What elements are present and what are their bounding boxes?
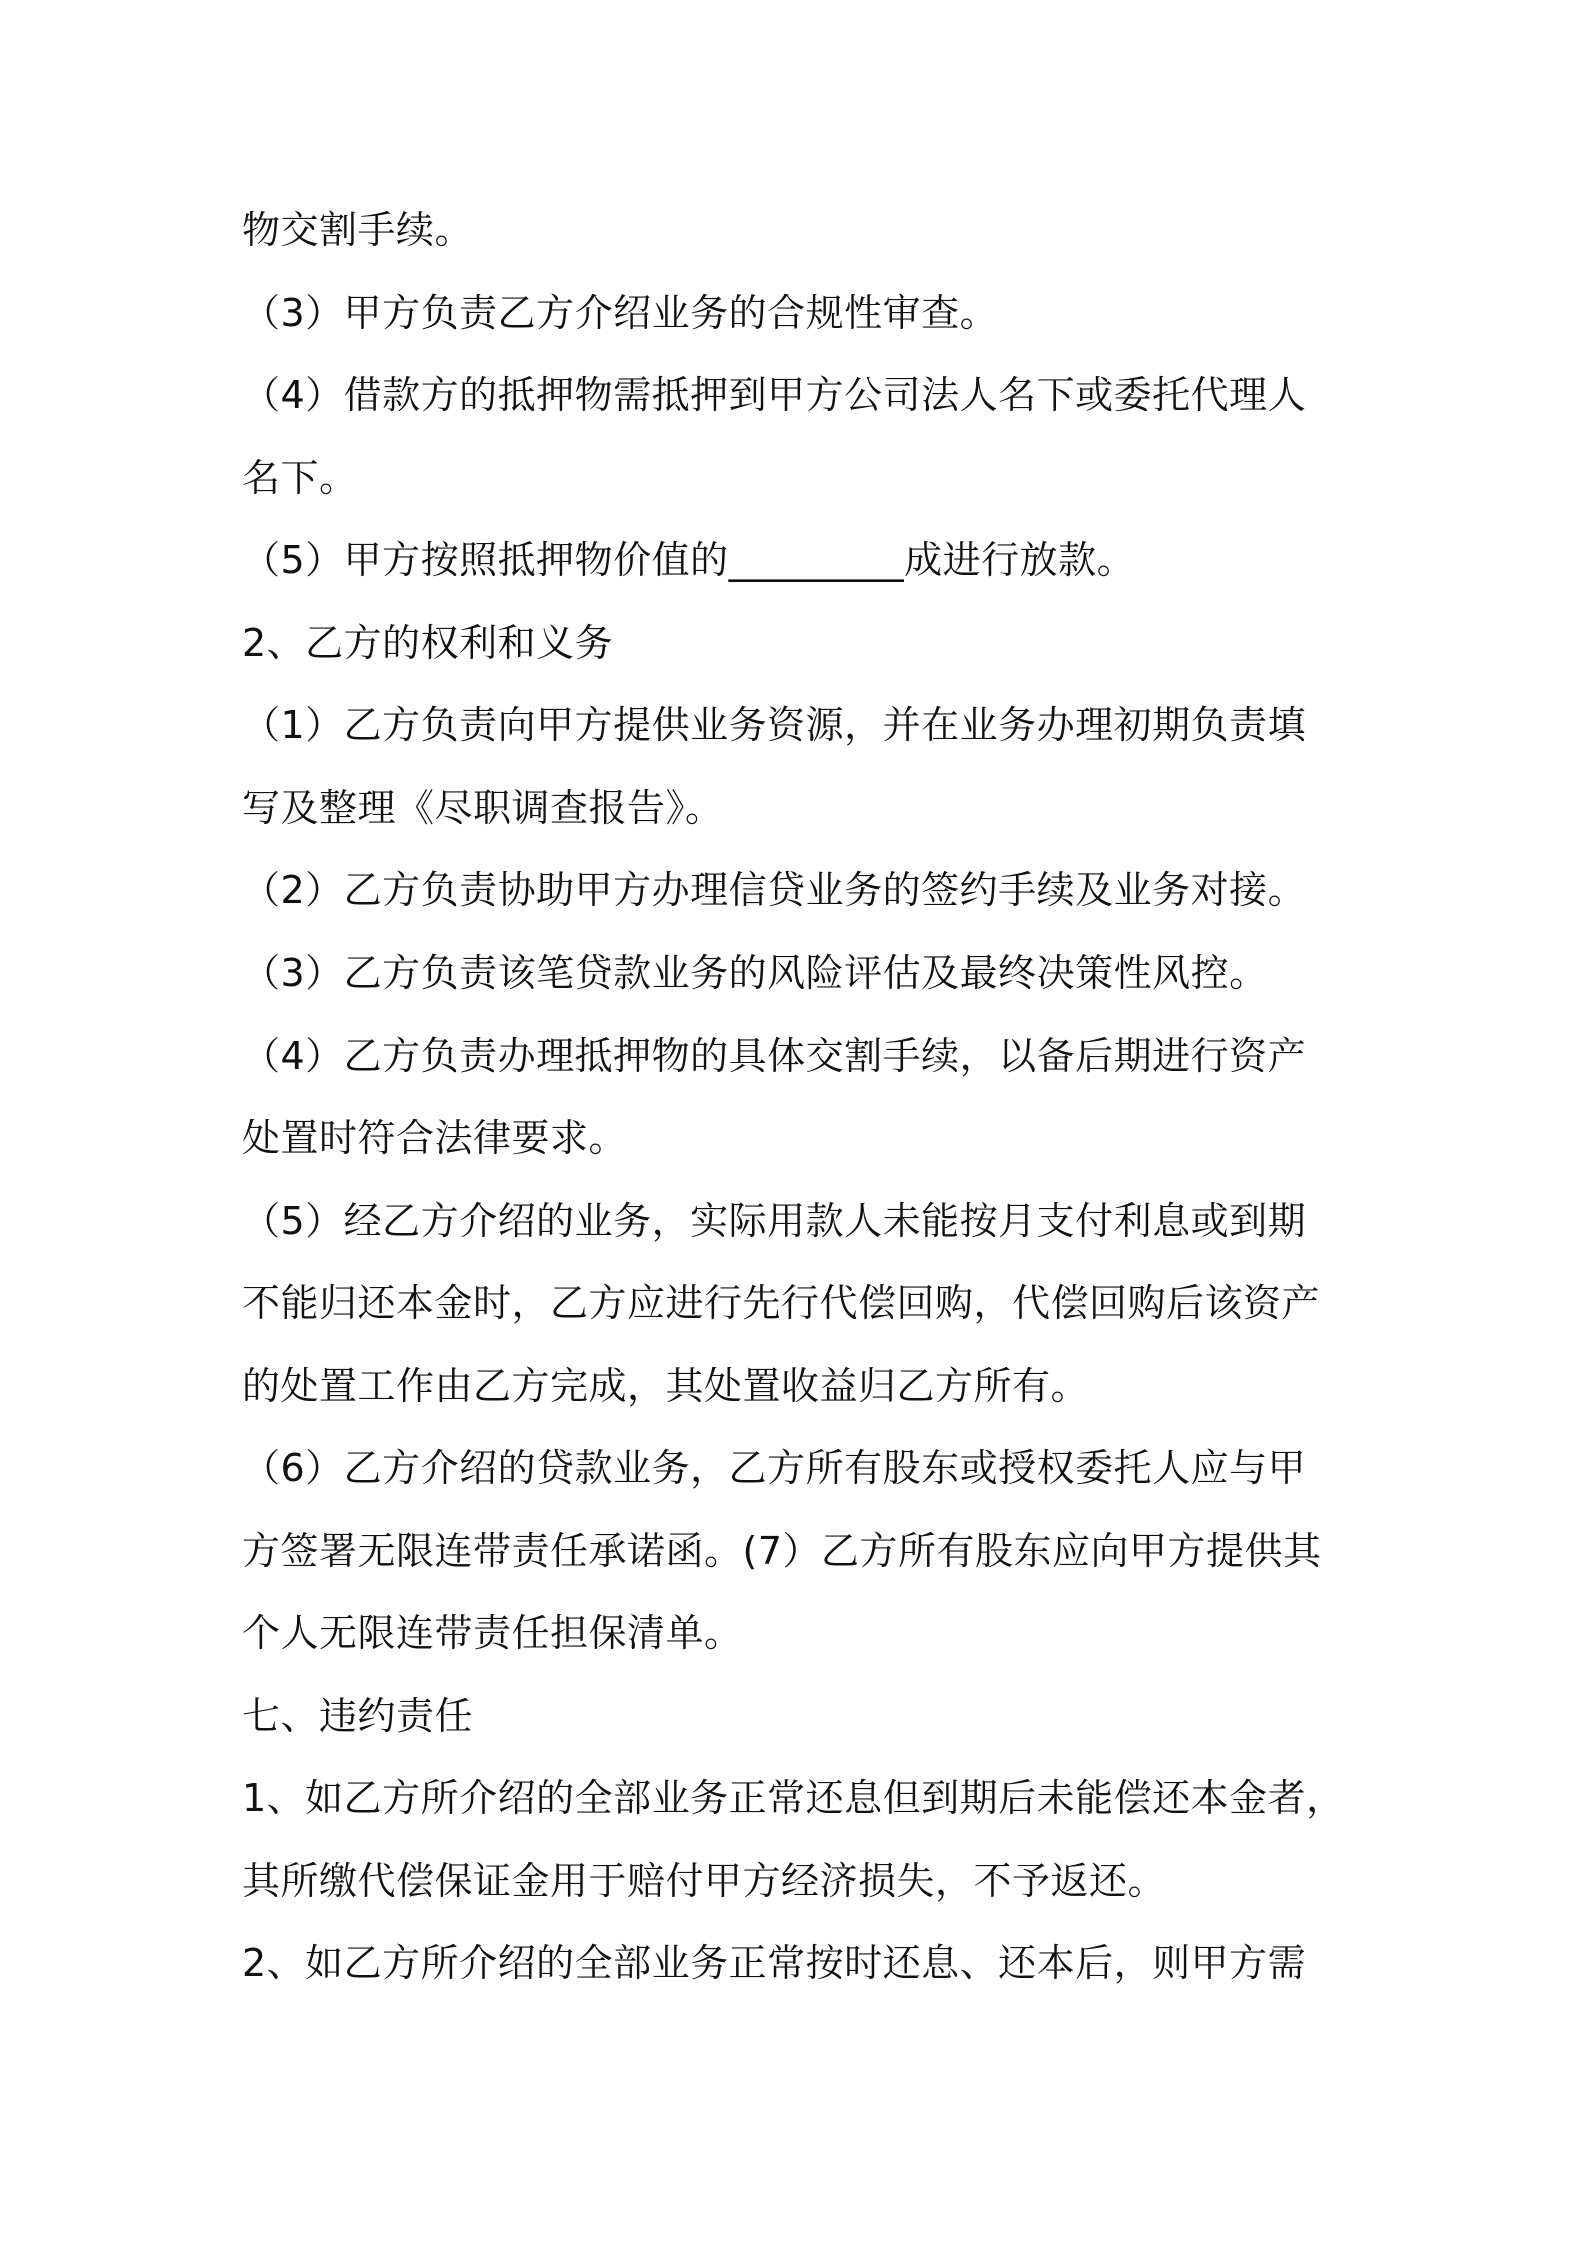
text-line: 写及整理《尽职调查报告》。	[242, 786, 724, 830]
text-line: （1）乙方负责向甲方提供业务资源，并在业务办理初期负责填	[242, 703, 1307, 747]
text-line: （5）经乙方介绍的业务，实际用款人未能按月支付利息或到期	[242, 1199, 1307, 1243]
text-line: 1、如乙方所介绍的全部业务正常还息但到期后未能偿还本金者，	[242, 1776, 1345, 1820]
text-line: （4）借款方的抵押物需抵押到甲方公司法人名下或委托代理人	[242, 373, 1307, 417]
text-line: 其所缴代偿保证金用于赔付甲方经济损失，不予返还。	[242, 1859, 1167, 1903]
text-line: 2、如乙方所介绍的全部业务正常按时还息、还本后，则甲方需	[242, 1941, 1307, 1985]
text-line: （6）乙方介绍的贷款业务，乙方所有股东或授权委托人应与甲	[242, 1446, 1307, 1490]
text-line: 方签署无限连带责任承诺函。(7）乙方所有股东应向甲方提供其	[242, 1529, 1322, 1573]
text-line: 处置时符合法律要求。	[242, 1116, 628, 1160]
text-line: （4）乙方负责办理抵押物的具体交割手续，以备后期进行资产	[242, 1034, 1307, 1078]
section-heading: 七、违约责任	[242, 1694, 474, 1738]
text-line: 不能归还本金时，乙方应进行先行代偿回购，代偿回购后该资产	[242, 1281, 1321, 1325]
text-line: 的处置工作由乙方完成，其处置收益归乙方所有。	[242, 1364, 1090, 1408]
text-line: 个人无限连带责任担保清单。	[242, 1611, 743, 1655]
text-line: （2）乙方负责协助甲方办理信贷业务的签约手续及业务对接。	[242, 868, 1307, 912]
text-line: （3）甲方负责乙方介绍业务的合规性审查。	[242, 291, 999, 335]
section-heading: 2、乙方的权利和义务	[242, 621, 614, 665]
text-line: （5）甲方按照抵押物价值的_________成进行放款。	[242, 538, 1136, 582]
text-line: 物交割手续。	[242, 208, 474, 252]
text-line: 名下。	[242, 456, 358, 500]
text-line: （3）乙方负责该笔贷款业务的风险评估及最终决策性风控。	[242, 951, 1268, 995]
